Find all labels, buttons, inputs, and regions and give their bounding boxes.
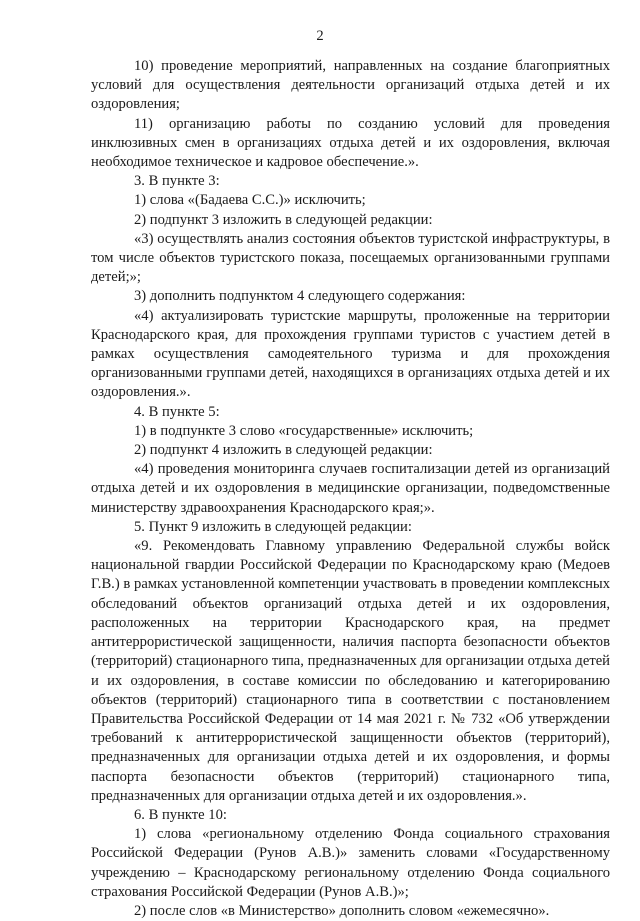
paragraph-section-5-quote-9: «9. Рекомендовать Главному управлению Федеральной службы войск национальной гвардии Российской Федерации по Краснодарскому краю (Медоев Г.В.) в рамках установленной компетенции участвовать в проведении комплексных обследований объектов организаций отдыха детей и их оздоровления, расположенных на территории Краснодарского края, на предмет антитеррористической защищенности, наличия паспорта безопасности объектов (территорий) стационарного типа, предназначенных для организации отдыха детей и их оздоровления, в составе комиссии по обследованию и категорированию объектов (территорий) стационарного типа в соответствии с постановлением Правительства Российской Федерации от 14 мая 2021 г. № 732 «Об утверждении требований к антитеррористической защищенности объектов (территорий), предназначенных для организации отдыха детей и их оздоровления, и формы паспорта безопасности объектов (территорий) стационарного типа, предназначенных для организации отдыха детей и их оздоровления.».	[91, 538, 610, 804]
paragraph-section-3-quote-4: «4) актуализировать туристские маршруты, проложенные на территории Краснодарского края, для прохождения группами туристов с участием детей в рамках осуществления самодеятельного туризма и для прохождения организованными группами детей, находящихся в организациях отдыха детей и их оздоровления.».	[91, 307, 610, 401]
paragraph-section-5-heading: 5. Пункт 9 изложить в следующей редакции:	[134, 518, 412, 535]
paragraph-section-3-heading: 3. В пункте 3:	[134, 173, 220, 190]
paragraph-section-3-sub-2: 2) подпункт 3 изложить в следующей редакции:	[134, 211, 433, 228]
paragraph-section-4-sub-2: 2) подпункт 4 изложить в следующей редакции:	[134, 442, 433, 459]
paragraph-section-4-sub-1: 1) в подпункте 3 слово «государственные» исключить;	[134, 422, 474, 439]
paragraph-section-3-sub-3: 3) дополнить подпунктом 4 следующего содержания:	[134, 288, 466, 305]
paragraph-section-6-sub-2: 2) после слов «в Министерство» дополнить словом «ежемесячно».	[134, 902, 550, 919]
paragraph-section-4-heading: 4. В пункте 5:	[134, 403, 220, 420]
paragraph-section-4-quote-4: «4) проведения мониторинга случаев госпитализации детей из организаций отдыха детей и их оздоровления в медицинские организации, подведомственные министерству здравоохранения Краснодарского края;».	[91, 461, 610, 516]
paragraph-section-6-heading: 6. В пункте 10:	[134, 806, 227, 823]
paragraph-section-6-sub-1: 1) слова «региональному отделению Фонда социального страхования Российской Федерации (Рунов А.В.)» заменить словами «Государственному учреждению – Краснодарскому региональному отделению Фонда социального страхования Российской Федерации (Рунов А.В.)»;	[91, 826, 610, 900]
document-body	[91, 57, 610, 921]
paragraph-section-3-quote-3: «3) осуществлять анализ состояния объектов туристской инфраструктуры, в том числе объектов туристского показа, посещаемых организованными группами детей;»;	[91, 230, 610, 286]
page-number: 2	[316, 28, 324, 44]
paragraph-section-3-sub-1: 1) слова «(Бадаева С.С.)» исключить;	[134, 192, 366, 209]
paragraph-item-10: 10) проведение мероприятий, направленных на создание благоприятных условий для осуществления деятельности организаций отдыха детей и их оздоровления;	[91, 58, 610, 113]
paragraph-item-11: 11) организацию работы по созданию условий для проведения инклюзивных смен в организациях отдыха детей и их оздоровления, включая необходимое техническое и кадровое обеспечение.».	[91, 115, 610, 171]
